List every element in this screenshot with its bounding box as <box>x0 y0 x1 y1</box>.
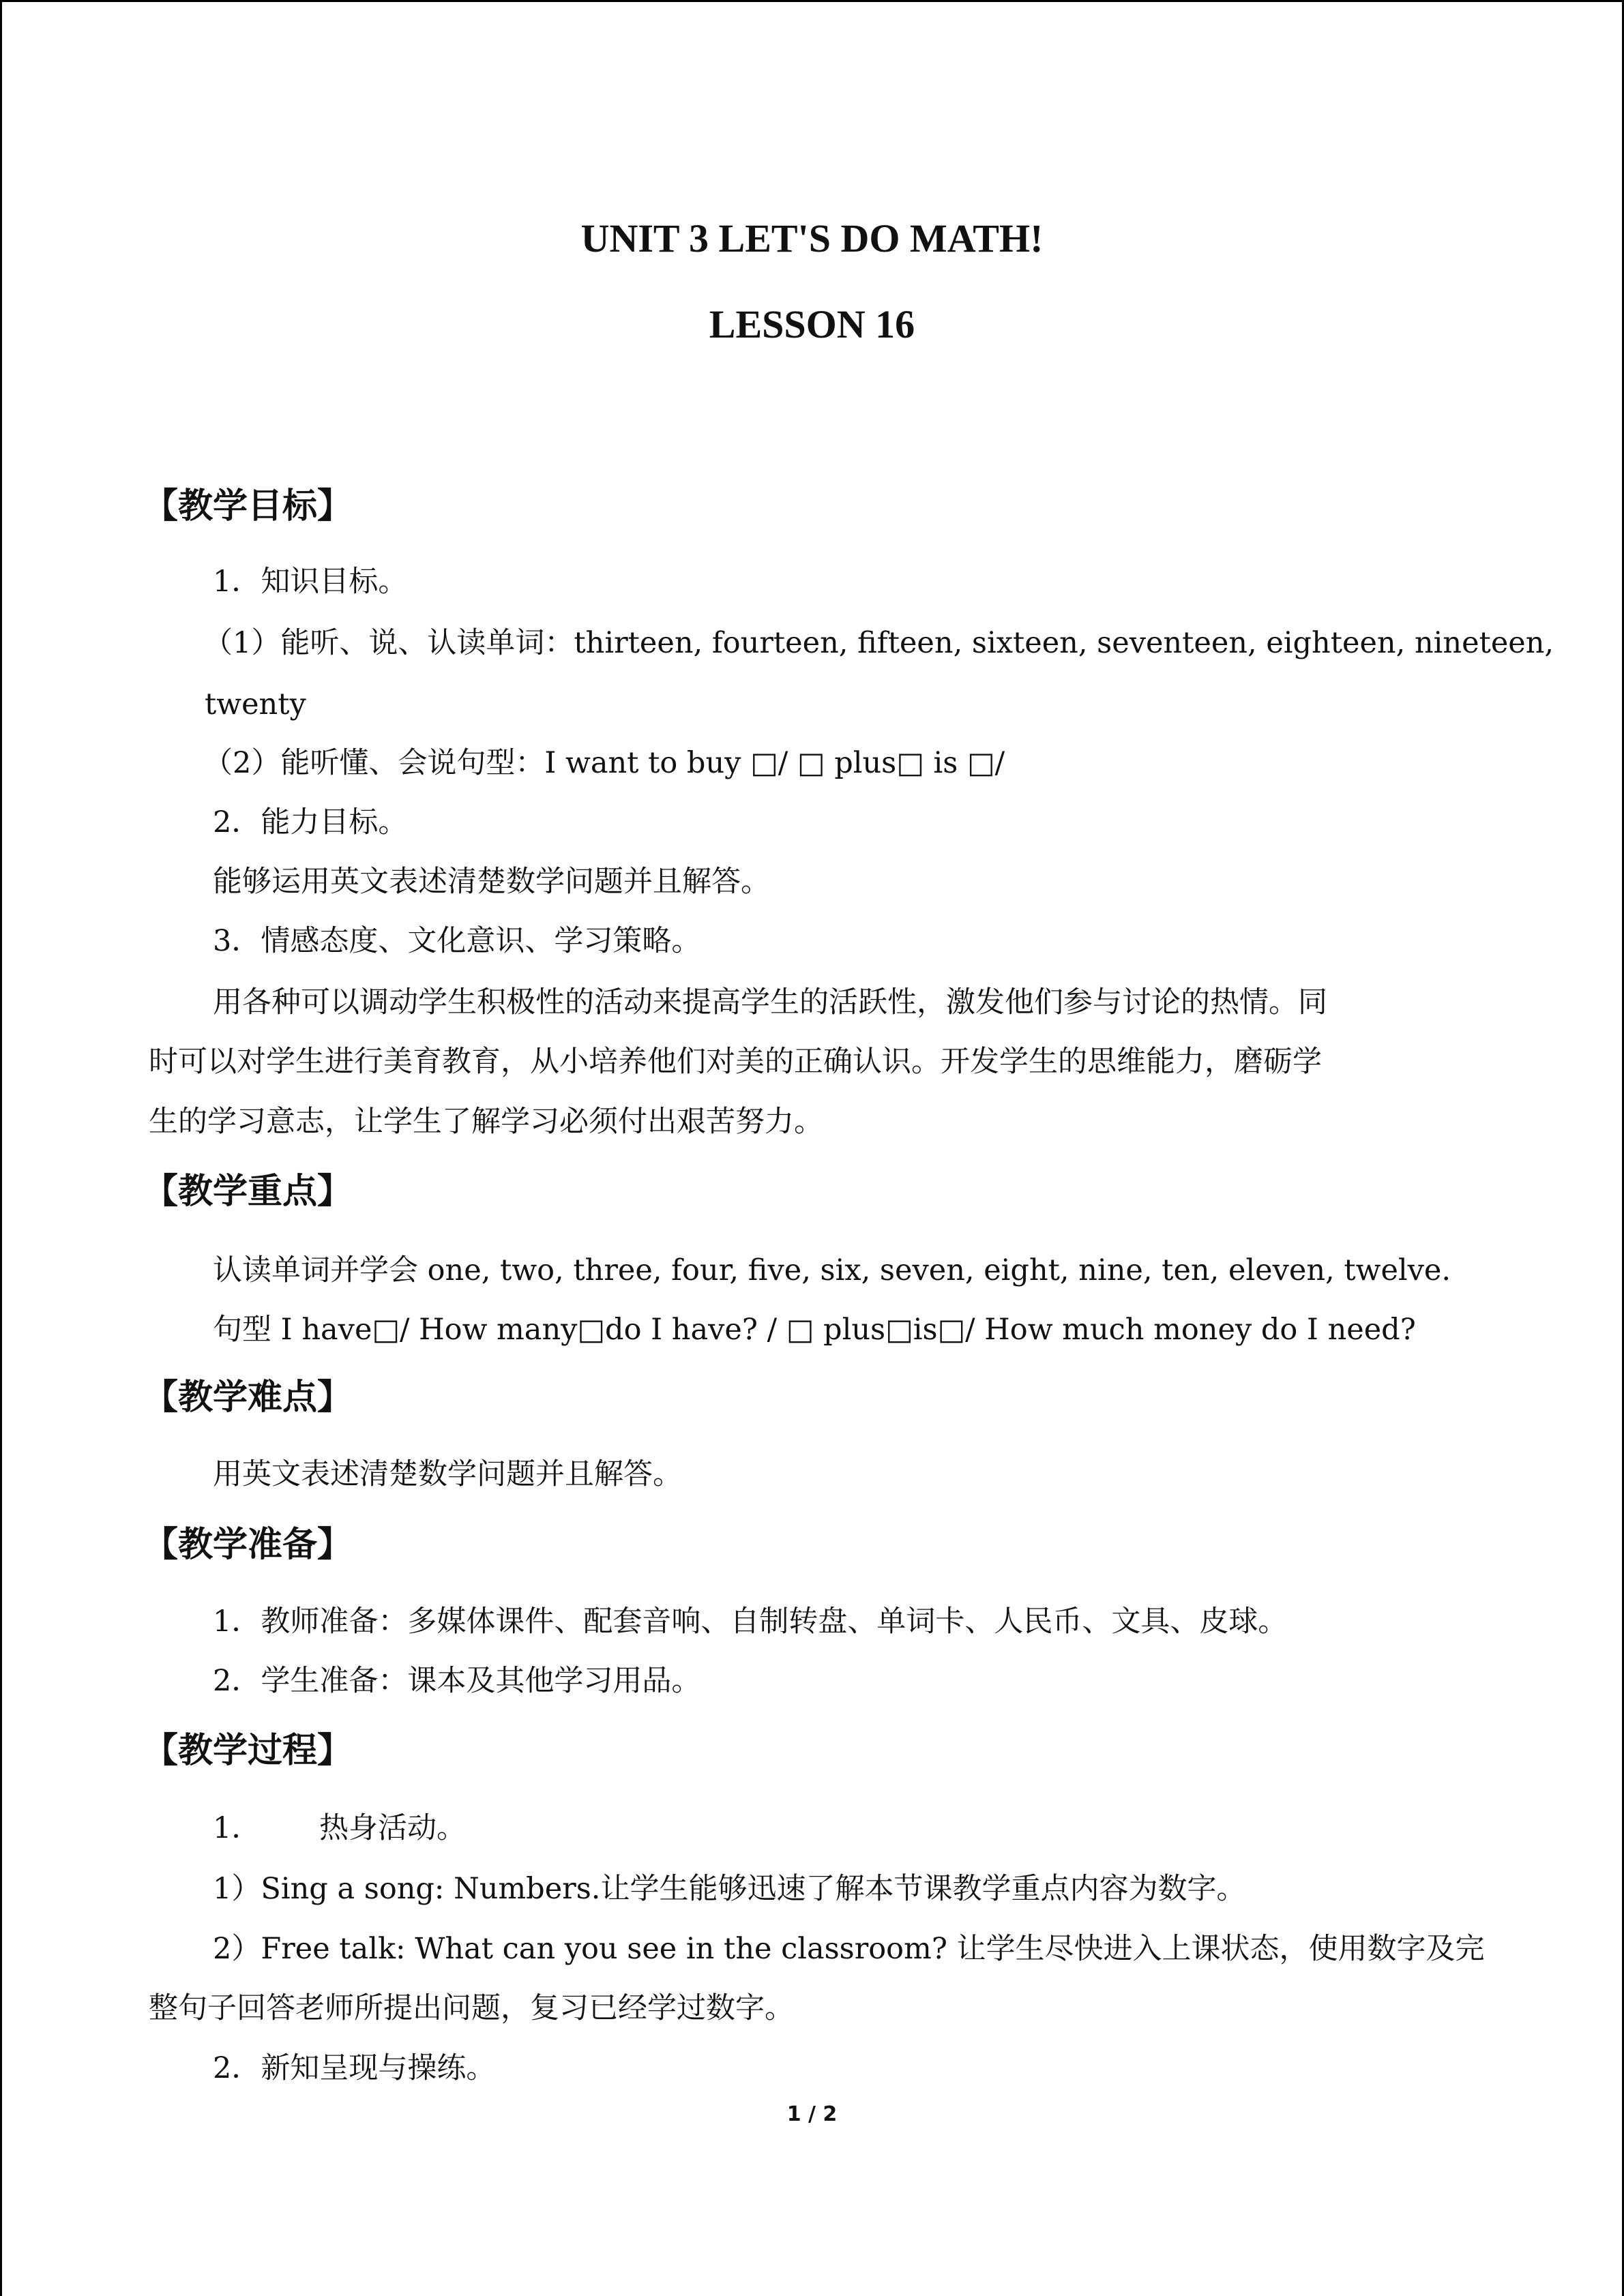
objectives-line-1: 1．知识目标。 <box>213 565 408 599</box>
heading-objectives: 【教学目标】 <box>143 486 353 526</box>
objectives-line-2: （1）能听、说、认读单词：thirteen, fourteen, fifteen, sixteen, seventeen, eighteen, nineteen, <box>203 626 1554 660</box>
process-line-3: 2）Free talk: What can you see in the classroom? 让学生尽快进入上课状态，使用数字及完 <box>213 1932 1485 1966</box>
objectives-line-6: 能够运用英文表述清楚数学问题并且解答。 <box>213 865 770 899</box>
unit-title: UNIT 3 LET'S DO MATH! <box>580 216 1044 260</box>
process-line-1-number: 1． <box>213 1811 261 1845</box>
difficulties-line-1: 用英文表述清楚数学问题并且解答。 <box>213 1457 682 1491</box>
process-line-1-text: 热身活动。 <box>319 1811 466 1845</box>
objectives-line-10: 生的学习意志，让学生了解学习必须付出艰苦努力。 <box>149 1105 823 1139</box>
objectives-line-5: 2．能力目标。 <box>213 805 408 839</box>
process-line-4: 整句子回答老师所提出问题，复习已经学过数字。 <box>149 1991 794 2025</box>
objectives-line-4: （2）能听懂、会说句型：I want to buy □/ □ plus□ is □/ <box>203 746 1005 780</box>
preparation-line-1: 1．教师准备：多媒体课件、配套音响、自制转盘、单词卡、人民币、文具、皮球。 <box>213 1605 1288 1639</box>
process-line-5: 2．新知呈现与操练。 <box>213 2051 496 2085</box>
heading-difficulties: 【教学难点】 <box>143 1377 353 1418</box>
heading-process: 【教学过程】 <box>143 1731 353 1771</box>
preparation-line-2: 2．学生准备：课本及其他学习用品。 <box>213 1664 701 1698</box>
heading-preparation: 【教学准备】 <box>143 1525 353 1565</box>
key-points-line-1: 认读单词并学会 one, two, three, four, five, six, seven, eight, nine, ten, eleven, twelve. <box>213 1253 1451 1287</box>
objectives-line-8: 用各种可以调动学生积极性的活动来提高学生的活跃性，激发他们参与讨论的热情。同 <box>213 985 1327 1019</box>
key-points-line-2: 句型 I have□/ How many□do I have? / □ plus□is□/ How much money do I need? <box>213 1313 1416 1347</box>
heading-key-points: 【教学重点】 <box>143 1172 353 1212</box>
objectives-line-7: 3．情感态度、文化意识、学习策略。 <box>213 924 701 958</box>
page-number: 1 / 2 <box>786 2102 838 2126</box>
objectives-line-9: 时可以对学生进行美育教育，从小培养他们对美的正确认识。开发学生的思维能力，磨砺学 <box>149 1045 1322 1079</box>
objectives-line-3: twenty <box>205 687 306 721</box>
process-line-2: 1）Sing a song: Numbers.让学生能够迅速了解本节课教学重点内容为数字。 <box>213 1872 1246 1906</box>
lesson-title: LESSON 16 <box>709 302 915 346</box>
